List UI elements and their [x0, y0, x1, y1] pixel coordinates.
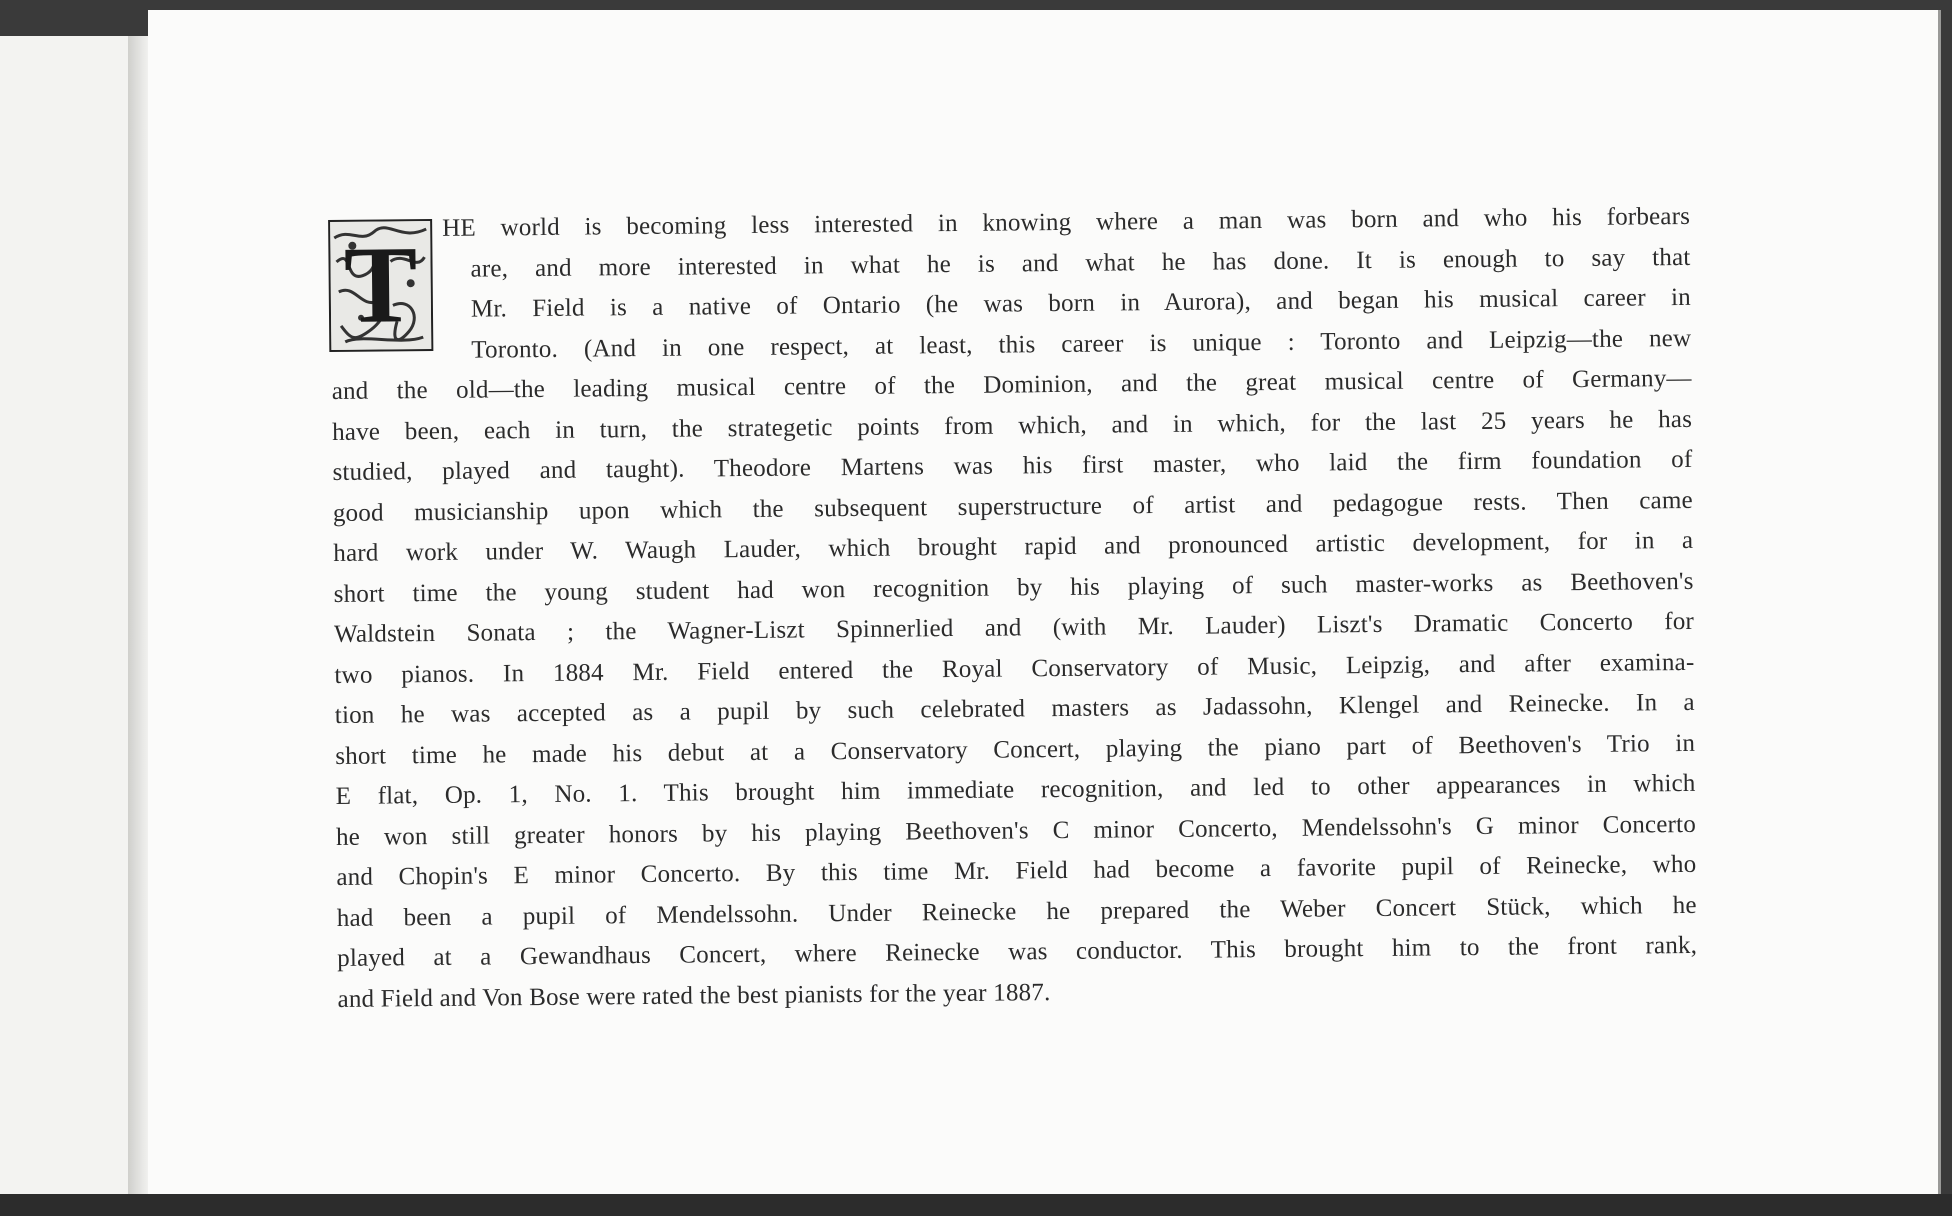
- text-line: played at a Gewandhaus Concert, where Reinecke was conductor. This brought him to the front rank,: [337, 931, 1698, 972]
- text-line: hard work under W. Waugh Lauder, which brought rapid and pronounced artistic development, for in a: [333, 526, 1694, 567]
- svg-text:T: T: [343, 223, 418, 346]
- text-line: good musicianship upon which the subsequent superstructure of artist and pedagogue rests. Then came: [332, 486, 1693, 527]
- text-line: and Chopin's E minor Concerto. By this time Mr. Field had become a favorite pupil of Reinecke, who: [336, 850, 1697, 891]
- text-line: and the old—the leading musical centre of the Dominion, and the great musical centre of Germany—: [331, 364, 1692, 405]
- text-line: are, and more interested in what he is and what he has done. It is enough to say that: [470, 243, 1691, 283]
- text-line: Toronto. (And in one respect, at least, this career is unique : Toronto and Leipzig—the new: [471, 324, 1692, 364]
- text-line: Waldstein Sonata ; the Wagner-Liszt Spinnerlied and (with Mr. Lauder) Liszt's Dramatic Concerto for: [333, 607, 1695, 648]
- text-line: two pianos. In 1884 Mr. Field entered the Royal Conservatory of Music, Leipzig, and after examina-: [334, 648, 1695, 689]
- text-line: Mr. Field is a native of Ontario (he was born in Aurora), and began his musical career in: [470, 283, 1692, 323]
- text-line: had been a pupil of Mendelssohn. Under Reinecke he prepared the Weber Concert Stück, which he: [336, 891, 1697, 932]
- ornamental-drop-cap-image: [330, 221, 431, 350]
- text-line: and Field and Von Bose were rated the best pianists for the year 1887.: [337, 978, 1051, 1013]
- text-line: short time the young student had won recognition by his playing of such master-works as Beethoven's: [333, 567, 1694, 608]
- body-text: [330, 197, 1698, 1020]
- left-page: [0, 36, 131, 1216]
- text-line: E flat, Op. 1, No. 1. This brought him immediate recognition, and led to other appearances in which: [335, 769, 1696, 810]
- text-line: have been, each in turn, the strategetic points from which, and in which, for the last 25 years he has: [332, 405, 1693, 446]
- text-line: studied, played and taught). Theodore Martens was his first master, who laid the firm foundation of: [332, 445, 1693, 486]
- text-line: tion he was accepted as a pupil by such celebrated masters as Jadassohn, Klengel and Reinecke. In a: [334, 688, 1695, 729]
- scanner-edge: [0, 1194, 1952, 1216]
- ornamental-drop-cap: [328, 219, 433, 352]
- text-line: he won still greater honors by his playing Beethoven's C minor Concerto, Mendelssohn's G minor Concerto: [335, 810, 1697, 851]
- book-gutter: [128, 36, 148, 1216]
- text-line: HE world is becoming less interested in knowing where a man was born and who his forbears: [442, 202, 1691, 242]
- text-line: short time he made his debut at a Conservatory Concert, playing the piano part of Beethoven's Trio in: [335, 729, 1696, 770]
